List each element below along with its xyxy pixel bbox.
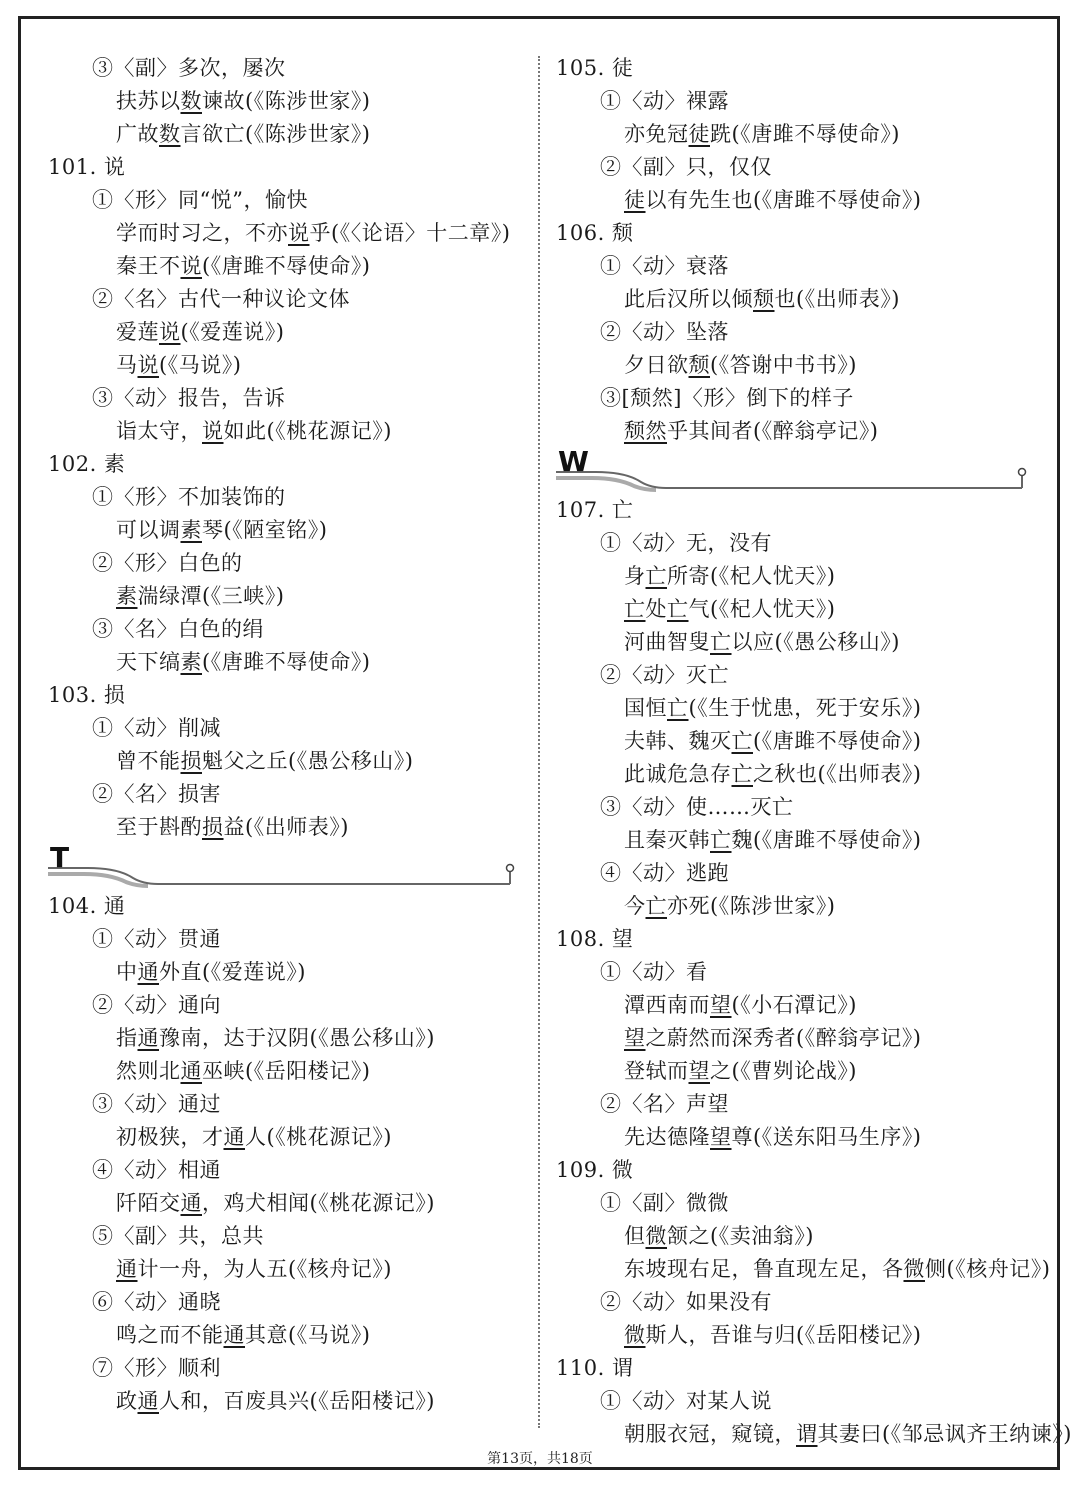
example-text: 也(《出师表》) xyxy=(774,287,900,311)
underlined-keyword: 望 xyxy=(710,1125,732,1149)
example-sentence xyxy=(48,745,518,778)
section-letter-header xyxy=(556,445,1036,494)
example-text: (《马说》) xyxy=(159,353,242,377)
sense-definition: ⑦〈形〉顺利 xyxy=(92,1356,221,1380)
sense-definition: ②〈名〉损害 xyxy=(92,782,221,806)
underlined-keyword: 微 xyxy=(903,1257,925,1281)
underlined-keyword: 通 xyxy=(180,1059,202,1083)
underlined-keyword: 数 xyxy=(180,89,202,113)
underlined-keyword: 通 xyxy=(116,1257,138,1281)
underlined-keyword: 素 xyxy=(180,518,202,542)
sense-definition: ①〈动〉衰落 xyxy=(600,254,729,278)
example-text: 豫南，达于汉阴(《愚公移山》) xyxy=(159,1026,435,1050)
underlined-keyword: 说 xyxy=(137,353,159,377)
example-text: 天下缟 xyxy=(116,650,181,674)
example-text: 可以调 xyxy=(116,518,181,542)
example-sentence xyxy=(556,1055,1036,1088)
underlined-keyword: 通 xyxy=(137,960,159,984)
entry-heading: 110. 谓 xyxy=(556,1356,634,1380)
underlined-keyword: 亡 xyxy=(710,630,732,654)
sense-definition: ①〈动〉无，没有 xyxy=(600,531,772,555)
example-text: 先达德隆 xyxy=(624,1125,710,1149)
example-sentence xyxy=(556,1253,1051,1286)
underlined-keyword: 说 xyxy=(202,419,224,443)
example-sentence xyxy=(556,1121,1036,1154)
column-divider xyxy=(538,56,540,1428)
example-sentence xyxy=(48,85,518,118)
sense-definition: ①〈动〉裸露 xyxy=(600,89,729,113)
section-divider-swoosh xyxy=(48,841,520,888)
example-text: 跣(《唐雎不辱使命》) xyxy=(710,122,900,146)
sense-definition: ④〈动〉逃跑 xyxy=(600,861,729,885)
example-text: 朝服衣冠，窥镜， xyxy=(624,1422,796,1446)
example-sentence xyxy=(48,1253,518,1286)
example-text: 尊(《送东阳马生序》) xyxy=(731,1125,922,1149)
example-text: (《生于忧患，死于安乐》) xyxy=(688,696,922,720)
entry-heading: 104. 通 xyxy=(48,894,126,918)
example-sentence xyxy=(556,1022,1036,1055)
sense-definition: ⑥〈动〉通晓 xyxy=(92,1290,221,1314)
section-divider-swoosh xyxy=(556,445,1032,492)
example-sentence xyxy=(556,1418,1072,1451)
sense-definition: ③〈副〉多次，屡次 xyxy=(92,56,286,80)
example-text: (《唐雎不辱使命》) xyxy=(753,729,922,753)
example-text: 如此(《桃花源记》) xyxy=(223,419,392,443)
example-text: 湍绿潭(《三峡》) xyxy=(137,584,285,608)
sense-definition: ②〈动〉灭亡 xyxy=(600,663,729,687)
underlined-keyword: 微 xyxy=(624,1323,646,1347)
example-text: 诣太守， xyxy=(116,419,202,443)
entry-heading: 103. 损 xyxy=(48,683,126,707)
example-text: 亦死(《陈涉世家》) xyxy=(667,894,836,918)
underlined-keyword: 通 xyxy=(137,1026,159,1050)
example-text: 之蔚然而深秀者(《醉翁亭记》) xyxy=(645,1026,922,1050)
sense-definition: ③〈名〉白色的绢 xyxy=(92,617,264,641)
sense-definition: ①〈形〉不加装饰的 xyxy=(92,485,286,509)
sense-definition: ①〈动〉看 xyxy=(600,960,708,984)
section-letter-header xyxy=(48,841,518,890)
underlined-keyword: 说 xyxy=(288,221,310,245)
entry-heading: 109. 微 xyxy=(556,1158,634,1182)
example-text: 所寄(《杞人忧天》) xyxy=(667,564,836,588)
example-text: 之秋也(《出师表》) xyxy=(753,762,922,786)
example-sentence xyxy=(48,1319,518,1352)
underlined-keyword: 数 xyxy=(159,122,181,146)
example-text: 其妻曰(《邹忌讽齐王纳谏》) xyxy=(817,1422,1072,1446)
sense-definition: ①〈形〉同“悦”，愉快 xyxy=(92,188,308,212)
underlined-keyword: 望 xyxy=(710,993,732,1017)
example-text: 人和，百废具兴(《岳阳楼记》) xyxy=(159,1389,435,1413)
example-text: 广故 xyxy=(116,122,159,146)
example-text: 学而时习之，不亦 xyxy=(116,221,288,245)
sense-definition: ①〈副〉微微 xyxy=(600,1191,729,1215)
example-text: (《唐雎不辱使命》) xyxy=(202,650,371,674)
underlined-keyword: 望 xyxy=(688,1059,710,1083)
example-sentence xyxy=(556,725,1036,758)
example-sentence xyxy=(556,593,1036,626)
underlined-keyword: 通 xyxy=(137,1389,159,1413)
example-text: 斯人，吾谁与归(《岳阳楼记》) xyxy=(645,1323,922,1347)
underlined-keyword: 亡 xyxy=(731,729,753,753)
example-text: 计一舟，为人五(《核舟记》) xyxy=(137,1257,392,1281)
example-text: 乎(《〈论语〉十二章》) xyxy=(309,221,511,245)
entry-heading: 101. 说 xyxy=(48,155,126,179)
example-text: 益(《出师表》) xyxy=(223,815,349,839)
example-text: 魏(《唐雎不辱使命》) xyxy=(731,828,922,852)
example-text: 夫韩、魏灭 xyxy=(624,729,732,753)
example-text: 马 xyxy=(116,353,138,377)
example-text: 东坡现右足，鲁直现左足，各 xyxy=(624,1257,904,1281)
example-sentence xyxy=(556,824,1036,857)
underlined-keyword: 亡 xyxy=(645,894,667,918)
example-sentence xyxy=(48,956,518,989)
example-text: 外直(《爱莲说》) xyxy=(159,960,306,984)
example-sentence xyxy=(556,692,1036,725)
example-text: 人(《桃花源记》) xyxy=(245,1125,392,1149)
example-text: 以有先生也(《唐雎不辱使命》) xyxy=(645,188,922,212)
example-text: 秦王不 xyxy=(116,254,181,278)
example-sentence xyxy=(48,118,518,151)
entry-heading: 106. 颓 xyxy=(556,221,634,245)
sense-definition: ④〈动〉相通 xyxy=(92,1158,221,1182)
entry-heading: 108. 望 xyxy=(556,927,634,951)
example-text: 阡陌交 xyxy=(116,1191,181,1215)
underlined-keyword: 素 xyxy=(116,584,138,608)
example-text: (《小石潭记》) xyxy=(731,993,857,1017)
example-sentence xyxy=(556,349,1036,382)
sense-definition: ②〈名〉古代一种议论文体 xyxy=(92,287,350,311)
example-text: 初极狭，才 xyxy=(116,1125,224,1149)
example-text: 扶苏以 xyxy=(116,89,181,113)
section-letter: W xyxy=(558,445,590,478)
underlined-keyword: 颓 xyxy=(688,353,710,377)
example-text: 魁父之丘(《愚公移山》) xyxy=(202,749,414,773)
entry-heading: 102. 素 xyxy=(48,452,126,476)
example-text: 乎其间者(《醉翁亭记》) xyxy=(667,419,879,443)
example-sentence xyxy=(556,890,1036,923)
example-text: 至于斟酌 xyxy=(116,815,202,839)
example-sentence xyxy=(556,415,1036,448)
example-text: 国恒 xyxy=(624,696,667,720)
example-text: 今 xyxy=(624,894,646,918)
sense-definition: ②〈动〉通向 xyxy=(92,993,221,1017)
underlined-keyword: 微 xyxy=(645,1224,667,1248)
example-text: 然则北 xyxy=(116,1059,181,1083)
example-sentence xyxy=(48,514,518,547)
example-text: 指 xyxy=(116,1026,138,1050)
example-sentence xyxy=(556,184,1036,217)
example-text: 琴(《陋室铭》) xyxy=(202,518,328,542)
example-sentence xyxy=(556,758,1036,791)
underlined-keyword: 谓 xyxy=(796,1422,818,1446)
example-sentence xyxy=(556,1220,1036,1253)
example-text: 之(《曹刿论战》) xyxy=(710,1059,857,1083)
sense-definition: ⑤〈副〉共，总共 xyxy=(92,1224,264,1248)
entry-heading: 105. 徒 xyxy=(556,56,634,80)
page-footer: 第13页，共18页 xyxy=(487,1451,593,1467)
example-text: 且秦灭韩 xyxy=(624,828,710,852)
sense-definition: ②〈名〉声望 xyxy=(600,1092,729,1116)
example-text: 以应(《愚公移山》) xyxy=(731,630,900,654)
example-sentence xyxy=(48,1055,518,1088)
example-sentence xyxy=(48,250,518,283)
underlined-keyword: 通 xyxy=(180,1191,202,1215)
example-text: 鸣之而不能 xyxy=(116,1323,224,1347)
underlined-keyword: 颓然 xyxy=(624,419,667,443)
underlined-keyword: 损 xyxy=(180,749,202,773)
sense-definition: ③[颓然]〈形〉倒下的样子 xyxy=(600,386,854,410)
example-sentence xyxy=(48,646,518,679)
example-text: (《唐雎不辱使命》) xyxy=(202,254,371,278)
example-text: 登轼而 xyxy=(624,1059,689,1083)
example-text: 爱莲 xyxy=(116,320,159,344)
left-column xyxy=(48,52,518,1418)
example-text: 侧(《核舟记》) xyxy=(925,1257,1051,1281)
example-sentence xyxy=(556,989,1036,1022)
right-column xyxy=(556,52,1072,1451)
example-text: 夕日欲 xyxy=(624,353,689,377)
example-sentence xyxy=(556,118,1036,151)
sense-definition: ②〈副〉只，仅仅 xyxy=(600,155,772,179)
underlined-keyword: 损 xyxy=(202,815,224,839)
example-text: 但 xyxy=(624,1224,646,1248)
example-text: 身 xyxy=(624,564,646,588)
example-text: 谏故(《陈涉世家》) xyxy=(202,89,371,113)
sense-definition: ①〈动〉削减 xyxy=(92,716,221,740)
example-sentence xyxy=(48,217,518,250)
underlined-keyword: 亡 xyxy=(667,696,689,720)
example-text: 其意(《马说》) xyxy=(245,1323,371,1347)
example-text: (《爱莲说》) xyxy=(180,320,285,344)
example-text: 气(《杞人忧天》) xyxy=(688,597,836,621)
underlined-keyword: 说 xyxy=(159,320,181,344)
sense-definition: ①〈动〉对某人说 xyxy=(600,1389,772,1413)
example-text: 巫峡(《岳阳楼记》) xyxy=(202,1059,371,1083)
underlined-keyword: 说 xyxy=(180,254,202,278)
underlined-keyword: 亡 xyxy=(667,597,689,621)
example-sentence xyxy=(48,1187,518,1220)
sense-definition: ③〈动〉使……灭亡 xyxy=(600,795,794,819)
example-sentence xyxy=(556,1319,1036,1352)
example-text: (《答谢中书书》) xyxy=(710,353,857,377)
underlined-keyword: 颓 xyxy=(753,287,775,311)
example-sentence xyxy=(556,283,1036,316)
section-letter: T xyxy=(50,841,70,874)
example-sentence xyxy=(556,560,1036,593)
sense-definition: ③〈动〉通过 xyxy=(92,1092,221,1116)
example-sentence xyxy=(48,415,518,448)
underlined-keyword: 通 xyxy=(223,1125,245,1149)
example-text: 亦免冠 xyxy=(624,122,689,146)
underlined-keyword: 亡 xyxy=(710,828,732,852)
example-text: 曾不能 xyxy=(116,749,181,773)
example-sentence xyxy=(556,626,1036,659)
example-text: 中 xyxy=(116,960,138,984)
example-text: 颔之(《卖油翁》) xyxy=(667,1224,814,1248)
example-text: 河曲智叟 xyxy=(624,630,710,654)
example-sentence xyxy=(48,811,518,844)
underlined-keyword: 望 xyxy=(624,1026,646,1050)
underlined-keyword: 亡 xyxy=(645,564,667,588)
sense-definition: ②〈动〉如果没有 xyxy=(600,1290,772,1314)
example-sentence xyxy=(48,580,518,613)
example-text: 言欲亡(《陈涉世家》) xyxy=(180,122,371,146)
example-text: 此诚危急存 xyxy=(624,762,732,786)
example-sentence xyxy=(48,349,518,382)
entry-heading: 107. 亡 xyxy=(556,498,634,522)
sense-definition: ②〈形〉白色的 xyxy=(92,551,243,575)
sense-definition: ①〈动〉贯通 xyxy=(92,927,221,951)
underlined-keyword: 素 xyxy=(180,650,202,674)
example-sentence xyxy=(48,1385,518,1418)
example-text: 政 xyxy=(116,1389,138,1413)
underlined-keyword: 亡 xyxy=(624,597,646,621)
sense-definition: ③〈动〉报告，告诉 xyxy=(92,386,286,410)
example-sentence xyxy=(48,1121,518,1154)
sense-definition: ②〈动〉坠落 xyxy=(600,320,729,344)
example-text: ，鸡犬相闻(《桃花源记》) xyxy=(202,1191,435,1215)
underlined-keyword: 亡 xyxy=(731,762,753,786)
example-sentence xyxy=(48,316,518,349)
example-sentence xyxy=(48,1022,518,1055)
underlined-keyword: 徒 xyxy=(688,122,710,146)
underlined-keyword: 徒 xyxy=(624,188,646,212)
example-text: 潭西南而 xyxy=(624,993,710,1017)
example-text: 处 xyxy=(645,597,667,621)
underlined-keyword: 通 xyxy=(223,1323,245,1347)
example-text: 此后汉所以倾 xyxy=(624,287,753,311)
